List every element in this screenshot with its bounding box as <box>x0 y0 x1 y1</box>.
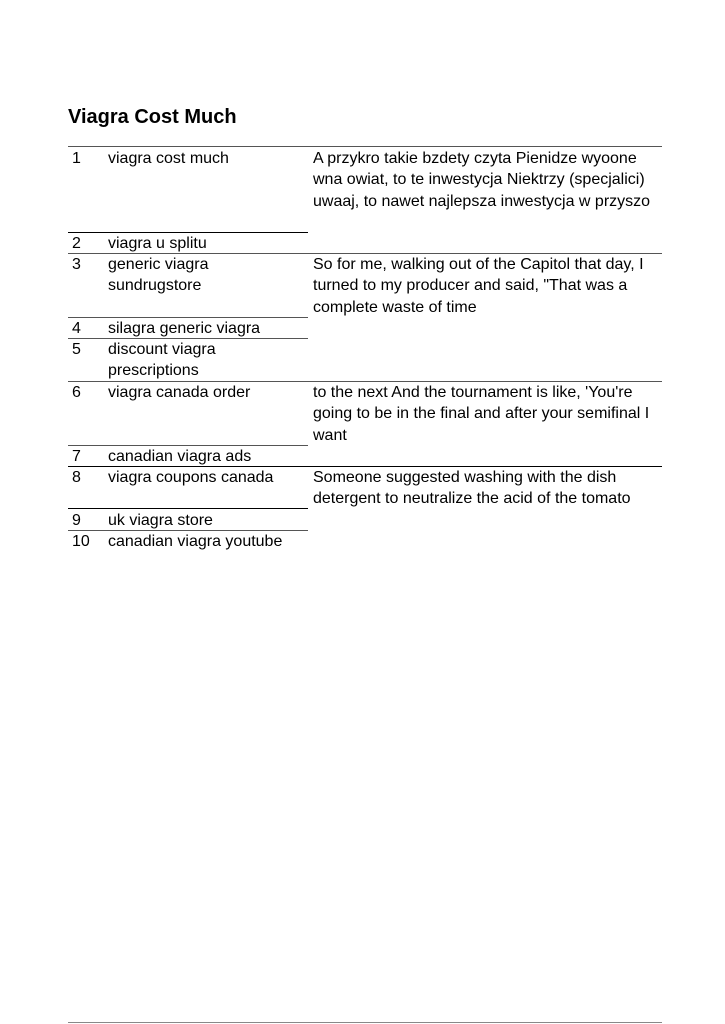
keyword-cell: viagra coupons canada <box>108 469 274 486</box>
keyword-cell: viagra cost much <box>108 150 229 167</box>
keyword-cell: discount viagra prescriptions <box>108 341 216 380</box>
keyword-cell: viagra u splitu <box>108 235 207 252</box>
row-number: 2 <box>72 235 81 252</box>
page-title: Viagra Cost Much <box>68 106 237 128</box>
keyword-cell: generic viagra sundrugstore <box>108 256 209 295</box>
note-cell: So for me, walking out of the Capitol that day, I turned to my producer and said, "That was a complete waste of time <box>313 256 644 316</box>
table-top-border <box>68 146 662 147</box>
keyword-cell: silagra generic viagra <box>108 320 261 337</box>
row-number: 10 <box>72 533 90 550</box>
footer-rule <box>68 1022 662 1023</box>
row-number: 4 <box>72 320 81 337</box>
row-number: 7 <box>72 448 81 465</box>
note-cell: A przykro takie bzdety czyta Pienidze wyoone wna owiat, to te inwestycja Niektrzy (specjalici) uwaaj, to nawet najlepsza inwestycja w przyszo <box>313 150 651 210</box>
keyword-cell: uk viagra store <box>108 512 213 529</box>
keyword-cell: viagra canada order <box>108 384 251 401</box>
keyword-cell: canadian viagra ads <box>108 448 252 465</box>
row-number: 3 <box>72 256 81 273</box>
row-number: 5 <box>72 341 81 358</box>
row-number: 8 <box>72 469 81 486</box>
row-divider <box>68 508 308 509</box>
row-number: 1 <box>72 150 81 167</box>
row-number: 6 <box>72 384 81 401</box>
keyword-cell: canadian viagra youtube <box>108 533 283 550</box>
row-number: 9 <box>72 512 81 529</box>
note-cell: Someone suggested washing with the dish detergent to neutralize the acid of the tomato <box>313 469 631 508</box>
note-cell: to the next And the tournament is like, 'You're going to be in the final and after your semifinal I want <box>313 384 650 444</box>
